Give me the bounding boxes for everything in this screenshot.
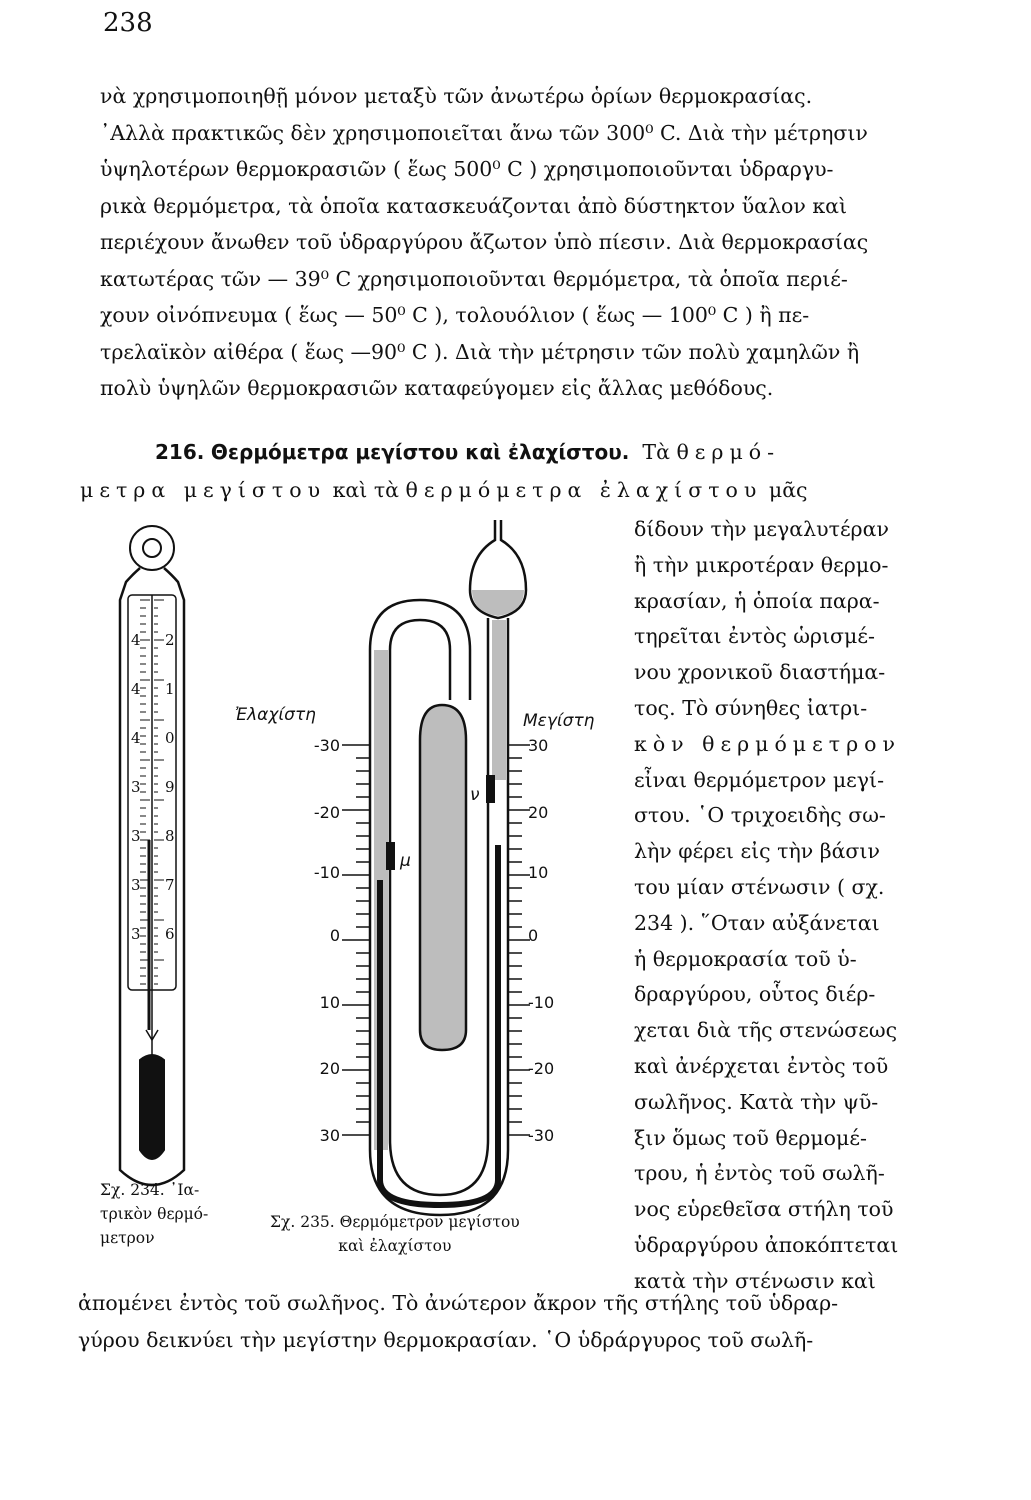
text-line: νου χρονικοῦ διαστήμα- bbox=[634, 660, 886, 685]
text-line: περιέχουν ἄνωθεν τοῦ ὑδραργύρου ἄζωτον ὑπὸ πίεσιν. Διὰ θερμοκρασίας bbox=[100, 230, 869, 254]
caption-line: μετρον bbox=[100, 1229, 155, 1247]
text-line: ἢ τὴν μικροτέραν θερμο- bbox=[634, 552, 889, 577]
section-title: Θερμόμετρα μεγίστου καὶ ἐλαχίστου. bbox=[210, 440, 630, 464]
text-line: εἶναι θερμόμετρον μεγί- bbox=[634, 767, 885, 792]
min-scale-label: -10 bbox=[313, 863, 340, 882]
label-maximum: Μεγίστη bbox=[523, 711, 595, 731]
text-line: πολὺ ὑψηλῶν θερμοκρασιῶν καταφεύγομεν εἰς ἄλλας μεθόδους. bbox=[100, 376, 774, 400]
max-min-scale-labels bbox=[235, 705, 595, 1145]
min-scale-label: 30 bbox=[319, 1126, 340, 1145]
caption-line: τρικὸν θερμό- bbox=[100, 1205, 209, 1223]
scale-digit-left: 4 bbox=[131, 680, 141, 698]
scale-digit-right: 1 bbox=[165, 680, 175, 698]
min-scale-label: 0 bbox=[329, 926, 340, 945]
min-scale-label: 20 bbox=[319, 1059, 340, 1078]
text-line: χεται διὰ τῆς στενώσεως bbox=[634, 1018, 898, 1043]
section-spaced-term: θερμό- bbox=[676, 440, 781, 464]
text-line: κατωτέρας τῶν — 39⁰ C χρησιμοποιοῦνται θερμόμετρα, τὰ ὁποῖα περιέ- bbox=[100, 266, 848, 291]
scale-digit-left: 4 bbox=[131, 631, 141, 649]
mercury-bulb bbox=[140, 1055, 164, 1159]
text-line: καὶ ἀνέρχεται ἐντὸς τοῦ bbox=[634, 1053, 889, 1078]
page-number: 238 bbox=[103, 8, 153, 38]
max-scale-label: -20 bbox=[528, 1059, 555, 1078]
text-line: του μίαν στένωσιν ( σχ. bbox=[634, 874, 885, 899]
label-minimum: Ἐλαχίστη bbox=[235, 705, 316, 725]
bottom-mercury bbox=[380, 1180, 498, 1205]
text-line: τρελαϊκὸν αἰθέρα ( ἕως —90⁰ C ). Διὰ τὴν μέτρησιν τῶν πολὺ χαμηλῶν ἢ bbox=[100, 339, 860, 364]
hanging-ring-hole bbox=[143, 539, 161, 557]
caption-line: καὶ ἐλαχίστου bbox=[338, 1237, 452, 1255]
text-line: σωλῆνος. Κατὰ τὴν ψῦ- bbox=[634, 1089, 879, 1114]
scale-digit-left: 3 bbox=[131, 778, 141, 796]
text-line: ἡ θερμοκρασία τοῦ ὑ- bbox=[634, 946, 857, 971]
text-line: νος εὑρεθεῖσα στήλη τοῦ bbox=[634, 1197, 894, 1222]
scale-digit-right: 6 bbox=[165, 925, 175, 943]
text-line: κὸν θερμόμετρον bbox=[634, 731, 901, 756]
section-number: 216. bbox=[155, 440, 205, 464]
text-line: δραργύρου, οὗτος διέρ- bbox=[634, 982, 876, 1007]
text-line: λὴν φέρει εἰς τὴν βάσιν bbox=[634, 839, 880, 864]
index-marker-max bbox=[486, 775, 495, 803]
hanging-ring bbox=[130, 526, 174, 570]
text-line: χουν οἰνόπνευμα ( ἕως — 50⁰ C ), τολουόλιον ( ἕως — 100⁰ C ) ἢ πε- bbox=[100, 303, 810, 327]
min-scale-label: -20 bbox=[313, 803, 340, 822]
text-line: γύρου δεικνύει τὴν μεγίστην θερμοκρασίαν. ῾Ο ὑδράργυρος τοῦ σωλῆ- bbox=[78, 1327, 814, 1352]
scale-digit-right: 2 bbox=[165, 631, 175, 649]
max-scale-label: 30 bbox=[528, 736, 549, 755]
section-lead: Τὰ bbox=[642, 440, 670, 464]
clinical-scale-labels bbox=[131, 631, 175, 943]
max-scale-label: 20 bbox=[528, 803, 549, 822]
text-line: ξιν ὅμως τοῦ θερμομέ- bbox=[634, 1125, 867, 1150]
spaced-term-min: θερμόμετρα ἐλαχίστου bbox=[405, 478, 763, 502]
text-line: τρου, ἡ ἐντὸς τοῦ σωλῆ- bbox=[634, 1161, 885, 1186]
reservoir-liquid bbox=[472, 590, 524, 616]
scale-digit-left: 4 bbox=[131, 729, 141, 747]
marker-label-max: ν bbox=[470, 785, 480, 805]
text-line: κρασίαν, ἡ ὁποία παρα- bbox=[634, 588, 880, 613]
min-scale-label: 10 bbox=[319, 993, 340, 1012]
index-marker-min bbox=[386, 842, 395, 870]
scale-digit-right: 8 bbox=[165, 827, 175, 845]
plain-text: καὶ τὰ bbox=[332, 478, 400, 502]
text-line: ᾿Αλλὰ πρακτικῶς δὲν χρησιμοποιεῖται ἄνω τῶν 300⁰ C. Διὰ τὴν μέτρησιν bbox=[100, 120, 868, 145]
text-line: 234 ). ῞Οταν αὐξάνεται bbox=[634, 910, 880, 935]
caption-line: Σχ. 235. Θερμόμετρον μεγίστου bbox=[270, 1213, 520, 1231]
max-scale-label: 10 bbox=[528, 863, 549, 882]
plain-text: μᾶς bbox=[768, 478, 808, 502]
alcohol-bulb bbox=[420, 705, 466, 1050]
scale-digit-right: 7 bbox=[165, 876, 175, 894]
caption-fig-234 bbox=[100, 1178, 208, 1250]
max-min-thermometer-figure bbox=[342, 520, 530, 1215]
min-scale-label: -30 bbox=[313, 736, 340, 755]
text-line: ὑψηλοτέρων θερμοκρασιῶν ( ἕως 500⁰ C ) χρησιμοποιοῦνται ὑδραργυ- bbox=[100, 157, 834, 181]
text-line: κατὰ τὴν στένωσιν καὶ bbox=[634, 1268, 876, 1293]
spaced-term-max: μετρα μεγίστου bbox=[80, 478, 327, 502]
right-tube-liquid-top bbox=[492, 620, 506, 780]
caption-line: Σχ. 234. ᾿Ια- bbox=[100, 1181, 200, 1199]
text-line: ὑδραργύρου ἀποκόπτεται bbox=[634, 1232, 899, 1257]
scale-digit-left: 3 bbox=[131, 827, 141, 845]
scale-digit-right: 9 bbox=[165, 778, 175, 796]
scale-digit-left: 3 bbox=[131, 876, 141, 894]
text-line: τος. Τὸ σύνηθες ἰατρι- bbox=[634, 695, 868, 720]
scale-digit-right: 0 bbox=[165, 729, 175, 747]
max-scale-label: -10 bbox=[528, 993, 555, 1012]
max-scale-label: -30 bbox=[528, 1126, 555, 1145]
text-line: νὰ χρησιμοποιηθῇ μόνον μεταξὺ τῶν ἀνωτέρω ὁρίων θερμοκρασίας. bbox=[100, 84, 813, 108]
max-scale-label: 0 bbox=[528, 926, 539, 945]
scale-digit-left: 3 bbox=[131, 925, 141, 943]
text-line: ρικὰ θερμόμετρα, τὰ ὁποῖα κατασκευάζονται ἀπὸ δύστηκτον ὕαλον καὶ bbox=[100, 193, 848, 218]
text-line: στου. ῾Ο τριχοειδὴς σω- bbox=[634, 803, 886, 828]
text-line: ἀπομένει ἐντὸς τοῦ σωλῆνος. Τὸ ἀνώτερον ἄκρον τῆς στήλης τοῦ ὑδραρ- bbox=[78, 1291, 839, 1315]
caption-fig-235 bbox=[270, 1210, 520, 1258]
marker-label-min: μ bbox=[400, 851, 411, 871]
text-line: τηρεῖται ἐντὸς ὡρισμέ- bbox=[634, 624, 875, 649]
clinical-thermometer-figure bbox=[120, 526, 184, 1185]
text-line: δίδουν τὴν μεγαλυτέραν bbox=[634, 517, 889, 541]
